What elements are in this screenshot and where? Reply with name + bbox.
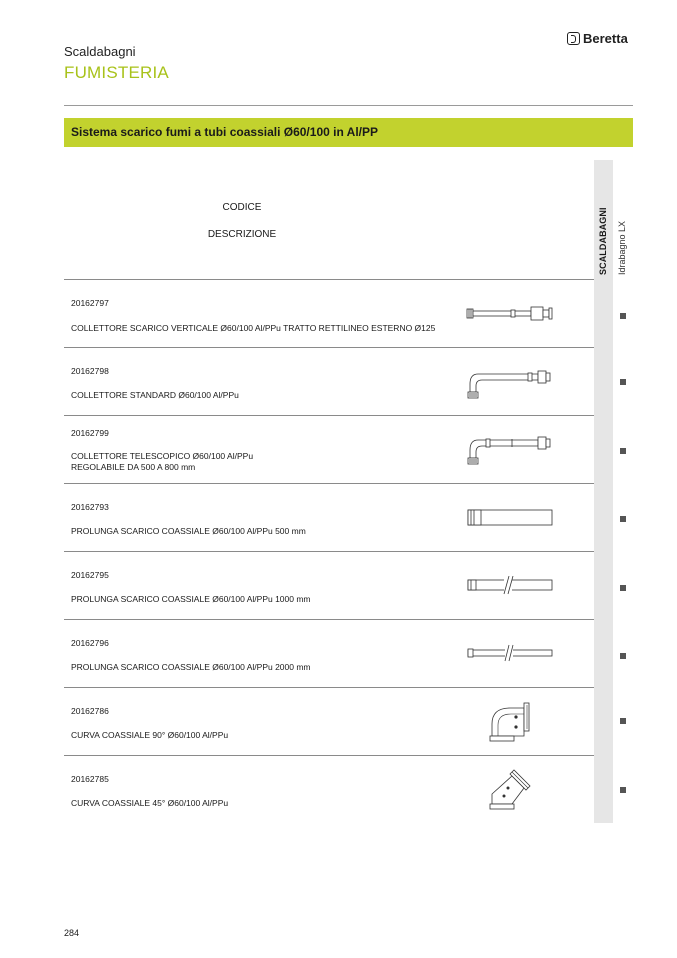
beretta-logo-icon (567, 32, 580, 45)
column-group-label: SCALDABAGNI (598, 207, 608, 275)
telescopic-collector-pipe-icon (464, 434, 564, 466)
product-code: 20162793 (71, 502, 109, 512)
brand-name: Beretta (583, 31, 628, 46)
section-title: Sistema scarico fumi a tubi coassiali Ø60/100 in Al/PP (71, 125, 379, 139)
availability-mark (620, 653, 626, 659)
availability-mark (620, 516, 626, 522)
product-description: PROLUNGA SCARICO COASSIALE Ø60/100 Al/PPu 1000 mm (71, 594, 311, 604)
brand-logo (567, 31, 628, 46)
category-title: FUMISTERIA (64, 63, 169, 82)
product-code: 20162785 (71, 774, 109, 784)
product-code: 20162798 (71, 366, 109, 376)
category-label: Scaldabagni (64, 44, 136, 59)
standard-collector-pipe-icon (464, 368, 564, 400)
table-row (64, 348, 594, 416)
product-description: PROLUNGA SCARICO COASSIALE Ø60/100 Al/PPu 500 mm (71, 526, 306, 536)
page-number: 284 (64, 928, 80, 938)
product-description: CURVA COASSIALE 90° Ø60/100 Al/PPu (71, 730, 229, 740)
table-row (64, 280, 594, 348)
table-row (64, 552, 594, 620)
product-description: COLLETTORE TELESCOPICO Ø60/100 Al/PPu REGOLABILE DA 500 A 800 mm (71, 451, 254, 472)
availability-mark (620, 718, 626, 724)
extension-2000-pipe-icon (464, 644, 564, 664)
table-header-description: DESCRIZIONE (207, 229, 277, 240)
product-description: CURVA COASSIALE 45° Ø60/100 Al/PPu (71, 798, 229, 808)
elbow-90-pipe-icon (464, 698, 564, 744)
table-row (64, 620, 594, 688)
product-code: 20162795 (71, 570, 109, 580)
table-row (64, 756, 594, 824)
table-header-code: CODICE (222, 202, 262, 213)
extension-500-pipe-icon (464, 508, 564, 528)
product-description: COLLETTORE STANDARD Ø60/100 Al/PPu (71, 390, 239, 400)
table-row (64, 484, 594, 552)
table-row (64, 688, 594, 756)
section-title-bar (64, 118, 633, 147)
elbow-45-pipe-icon (464, 768, 564, 814)
table-row (64, 416, 594, 484)
product-code: 20162796 (71, 638, 109, 648)
product-description: PROLUNGA SCARICO COASSIALE Ø60/100 Al/PPu 2000 mm (71, 662, 311, 672)
product-code: 20162797 (71, 298, 109, 308)
availability-mark (620, 585, 626, 591)
product-code: 20162799 (71, 428, 109, 438)
availability-mark (620, 787, 626, 793)
product-code: 20162786 (71, 706, 109, 716)
header-divider (64, 105, 633, 106)
extension-1000-pipe-icon (464, 576, 564, 596)
availability-mark (620, 313, 626, 319)
column-model-label: Idrabagno LX (617, 220, 627, 275)
availability-mark (620, 379, 626, 385)
availability-mark (620, 448, 626, 454)
vertical-collector-pipe-icon (464, 302, 564, 324)
product-description: COLLETTORE SCARICO VERTICALE Ø60/100 Al/PPu TRATTO RETTILINEO ESTERNO Ø125 (71, 323, 436, 333)
